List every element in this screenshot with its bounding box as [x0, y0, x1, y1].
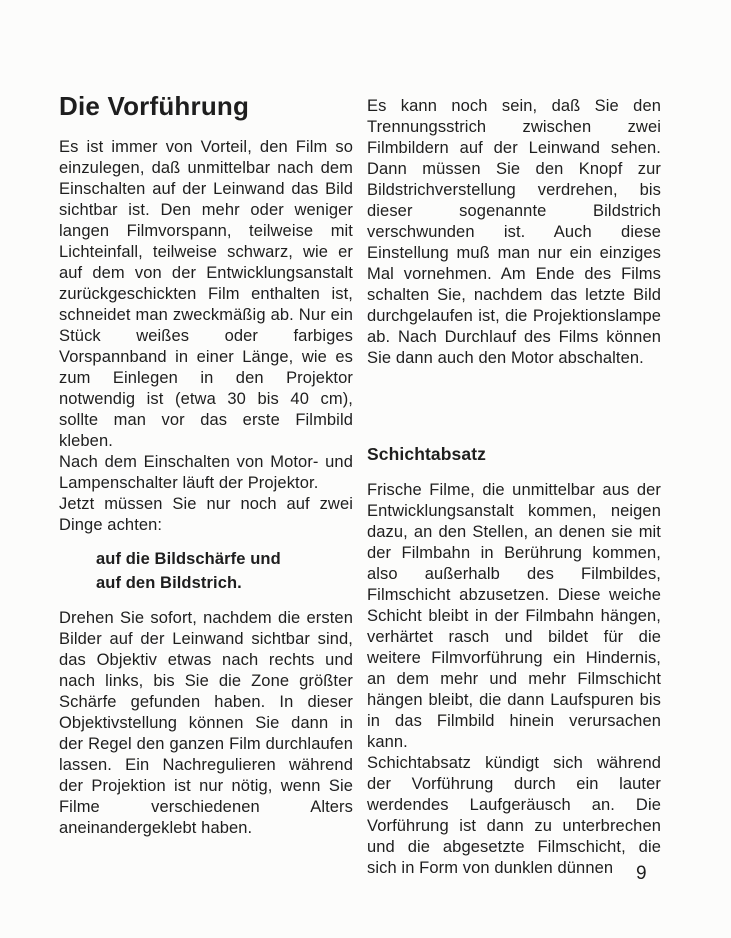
section-subheading: Schichtabsatz [367, 444, 486, 464]
emphasis-line-2: auf den Bildstrich. [96, 574, 242, 592]
left-paragraph-4: Drehen Sie sofort, nachdem die ersten Bilder auf der Leinwand sichtbar sind, das Objektiv etwas nach rechts und nach links, bis Sie die Zone größter Schärfe gefunden haben. In dieser Objektivstellung können Sie dann in der Regel den ganzen Film durchlaufen lassen. Ein Nachregulieren während der Projektion ist nur nötig, wenn Sie Filme verschiedenen Alters aneinandergeklebt haben. [59, 609, 353, 837]
right-paragraph-3: Schichtabsatz kündigt sich während der Vorführung durch ein lauter werdendes Laufgeräusch an. Die Vorführung ist dann zu unterbrechen und die abgesetzte Filmschicht, die sich in Form von dunklen dünnen [367, 754, 661, 877]
right-paragraph-1: Es kann noch sein, daß Sie den Trennungsstrich zwischen zwei Filmbildern auf der Leinwand sehen. Dann müssen Sie den Knopf zur Bildstrichverstellung verdrehen, bis dieser sogenannte Bildstrich verschwunden ist. Auch diese Einstellung muß man nur ein einziges Mal vornehmen. Am Ende des Films schalten Sie, nachdem das letzte Bild durchgelaufen ist, die Projektionslampe ab. Nach Durchlauf des Films können Sie dann auch den Motor abschalten. [367, 97, 661, 367]
page-number: 9 [636, 863, 647, 884]
left-paragraph-1: Es ist immer von Vorteil, den Film so einzulegen, daß unmittelbar nach dem Einschalten auf der Leinwand das Bild sichtbar ist. Den mehr oder weniger langen Filmvorspann, teilweise mit Lichteinfall, teilweise schwarz, wie er auf dem von der Entwicklungsanstalt zurückgeschickten Film enthalten ist, schneidet man zweckmäßig ab. Nur ein Stück weißes oder farbiges Vorspannband in einer Länge, wie es zum Einlegen in den Projektor notwendig ist (etwa 30 bis 40 cm), sollte man vor das erste Filmbild kleben. [59, 138, 353, 450]
emphasis-block [59, 547, 353, 595]
right-column [367, 96, 661, 879]
left-paragraph-3: Jetzt müssen Sie nur noch auf zwei Dinge achten: [59, 495, 353, 534]
left-column [59, 92, 353, 839]
emphasis-line-1: auf die Bildschärfe und [96, 550, 281, 568]
right-paragraph-2: Frische Filme, die unmittelbar aus der Entwicklungsanstalt kommen, neigen dazu, an den Stellen, an denen sie mit der Filmbahn in Berührung kommen, also außerhalb des Filmbildes, Filmschicht abzusetzen. Diese weiche Schicht bleibt in der Filmbahn hängen, verhärtet rasch und bildet für die weitere Filmvorführung ein Hindernis, an dem mehr und mehr Filmschicht hängen bleibt, die dann Laufspuren bis in das Filmbild hinein verursachen kann. [367, 481, 661, 751]
left-paragraph-2: Nach dem Einschalten von Motor- und Lampenschalter läuft der Projektor. [59, 453, 353, 492]
page-title: Die Vorführung [59, 91, 250, 121]
